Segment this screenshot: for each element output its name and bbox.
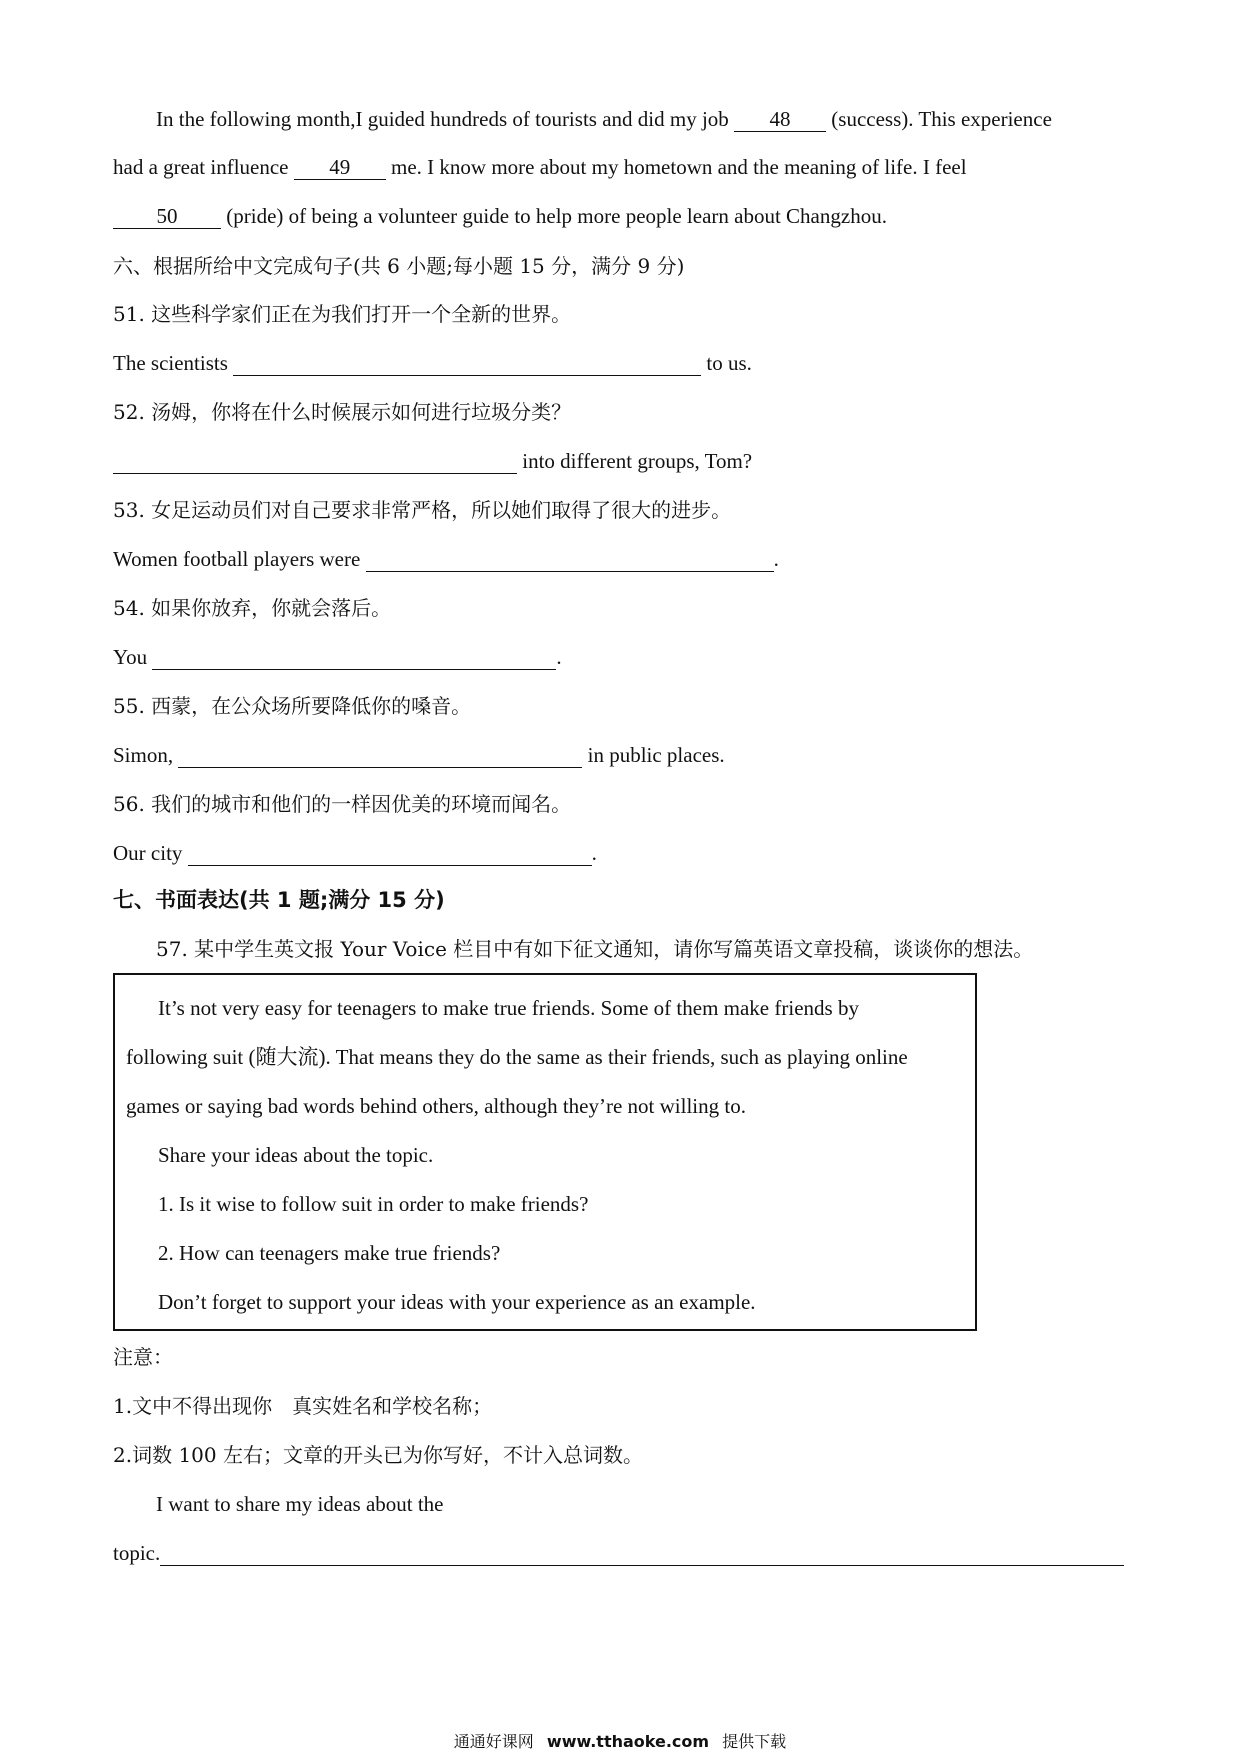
- footer-site-name: 通通好课网: [453, 1732, 534, 1751]
- sentence-start: You: [113, 645, 148, 669]
- answer-blank-50: 50: [113, 204, 221, 229]
- sentence-start: Women football players were: [113, 547, 361, 571]
- answer-blank-56: [188, 841, 592, 866]
- answer-blank-55: [178, 743, 582, 768]
- answer-blank-54: [152, 645, 556, 670]
- question-51-chinese: 51. 这些科学家们正在为我们打开一个全新的世界。: [113, 302, 572, 326]
- essay-answer-line: [160, 1541, 1124, 1566]
- passage-line-2: [113, 152, 967, 182]
- prompt-line: It’s not very easy for teenagers to make true friends. Some of them make friends by: [158, 996, 859, 1020]
- passage-text: (pride) of being a volunteer guide to help more people learn about Changzhou.: [226, 204, 887, 228]
- passage-text: had a great influence: [113, 155, 289, 179]
- question-55-chinese: 55. 西蒙，在公众场所要降低你的嗓音。: [113, 694, 472, 718]
- passage-text: In the following month,I guided hundreds of tourists and did my job: [156, 107, 729, 131]
- passage-line-1: [156, 104, 1052, 134]
- prompt-line: 1. Is it wise to follow suit in order to make friends?: [158, 1192, 589, 1216]
- question-53-english: [113, 544, 779, 574]
- essay-start-word: topic.: [113, 1541, 161, 1565]
- sentence-end: in public places.: [587, 743, 725, 767]
- question-57-intro: 57. 某中学生英文报 Your Voice 栏目中有如下征文通知，请你写篇英语文章投稿，谈谈你的想法。: [156, 937, 1034, 961]
- question-51-english: [113, 348, 752, 378]
- page-footer: [0, 1729, 1240, 1752]
- sentence-end: into different groups, Tom?: [522, 449, 753, 473]
- question-55-english: [113, 740, 725, 770]
- prompt-line: Don’t forget to support your ideas with your experience as an example.: [158, 1290, 756, 1314]
- passage-text: (success). This experience: [831, 107, 1052, 131]
- prompt-line: 2. How can teenagers make true friends?: [158, 1241, 501, 1265]
- answer-blank-52: [113, 449, 517, 474]
- sentence-end: .: [591, 841, 597, 865]
- sentence-start: Our city: [113, 841, 183, 865]
- answer-blank-53: [366, 547, 774, 572]
- footer-url: www.tthaoke.com: [546, 1732, 710, 1751]
- sentence-start: The scientists: [113, 351, 228, 375]
- section-6-heading: 六、根据所给中文完成句子(共 6 小题;每小题 15 分，满分 9 分): [113, 254, 685, 278]
- sentence-end: .: [773, 547, 779, 571]
- question-54-english: [113, 642, 562, 672]
- question-56-chinese: 56. 我们的城市和他们的一样因优美的环境而闻名。: [113, 792, 572, 816]
- question-54-chinese: 54. 如果你放弃，你就会落后。: [113, 596, 392, 620]
- passage-line-3: [113, 201, 887, 231]
- note-item-1: 1.文中不得出现你 真实姓名和学校名称；: [113, 1394, 493, 1418]
- sentence-end: .: [556, 645, 562, 669]
- prompt-line: following suit (随大流). That means they do the same as their friends, such as playing online: [126, 1045, 908, 1069]
- note-item-2: 2.词数 100 左右；文章的开头已为你写好，不计入总词数。: [113, 1443, 643, 1467]
- passage-text: me. I know more about my hometown and the meaning of life. I feel: [391, 155, 967, 179]
- answer-blank-49: 49: [294, 155, 386, 180]
- sentence-end: to us.: [706, 351, 752, 375]
- note-title: 注意：: [113, 1345, 173, 1369]
- prompt-line: games or saying bad words behind others, although they’re not willing to.: [126, 1094, 746, 1118]
- section-7-heading: 七、书面表达(共 1 题;满分 15 分): [113, 888, 445, 912]
- answer-blank-48: 48: [734, 107, 826, 132]
- question-53-chinese: 53. 女足运动员们对自己要求非常严格，所以她们取得了很大的进步。: [113, 498, 732, 522]
- answer-blank-51: [233, 351, 701, 376]
- sentence-start: Simon,: [113, 743, 174, 767]
- footer-suffix: 提供下载: [722, 1732, 787, 1751]
- question-52-chinese: 52. 汤姆，你将在什么时候展示如何进行垃圾分类？: [113, 400, 572, 424]
- prompt-line: Share your ideas about the topic.: [158, 1143, 434, 1167]
- question-52-english: [113, 446, 752, 476]
- question-56-english: [113, 838, 597, 868]
- essay-start-line-2: [113, 1538, 1124, 1568]
- essay-start-line-1: I want to share my ideas about the: [156, 1492, 444, 1516]
